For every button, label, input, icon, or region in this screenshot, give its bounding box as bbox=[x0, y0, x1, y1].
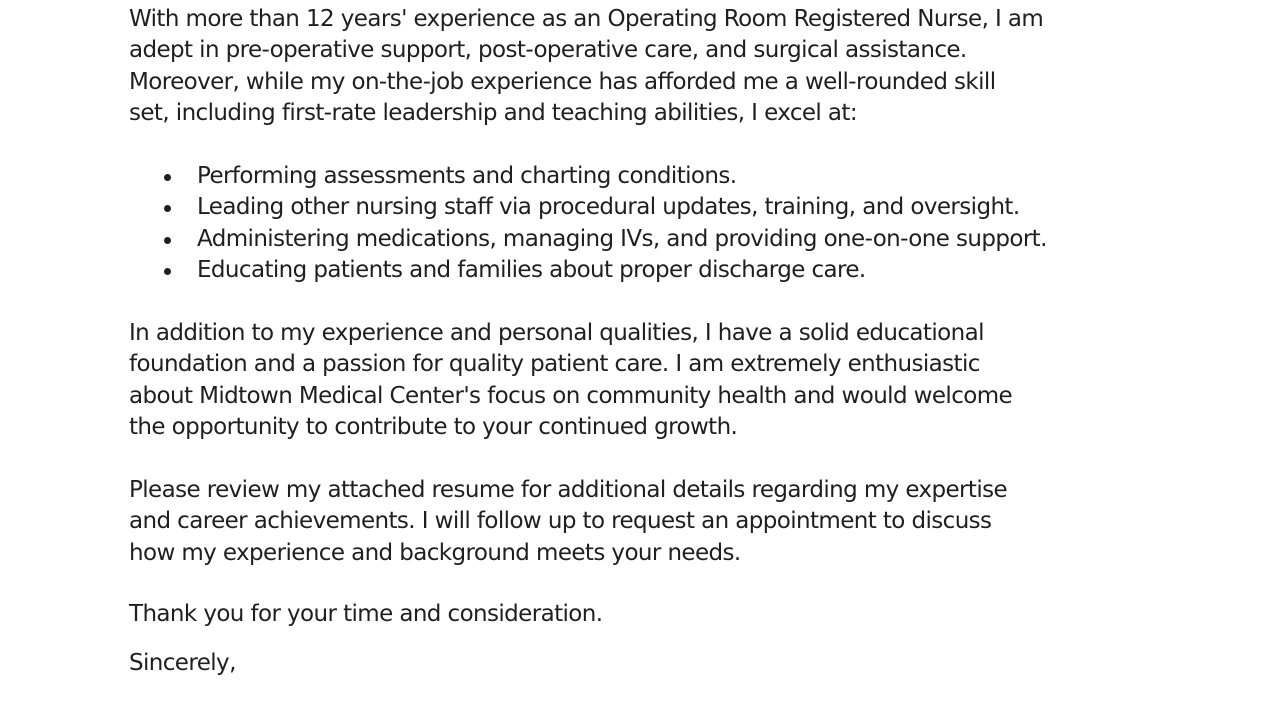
qualities-line: foundation and a passion for quality patient care. I am extremely enthusiastic bbox=[129, 351, 980, 378]
skills-list-item bbox=[129, 192, 1047, 223]
followup-line: Please review my attached resume for additional details regarding my expertise bbox=[129, 477, 1008, 503]
followup-line: and career achievements. I will follow up to request an appointment to discuss bbox=[129, 508, 992, 535]
skills-list-item-text: Performing assessments and charting conditions. bbox=[197, 163, 737, 189]
qualities-line: In addition to my experience and personal qualities, I have a solid educational bbox=[129, 320, 984, 346]
skills-list-item-text: Leading other nursing staff via procedural updates, training, and oversight. bbox=[197, 194, 1020, 221]
followup-line: how my experience and background meets your needs. bbox=[129, 539, 741, 566]
intro-paragraph bbox=[129, 4, 1043, 129]
thanks-paragraph: Thank you for your time and consideration. bbox=[129, 601, 603, 627]
skills-list bbox=[129, 161, 1047, 286]
skills-list-item-text: Educating patients and families about proper discharge care. bbox=[197, 256, 866, 283]
intro-line: With more than 12 years' experience as an Operating Room Registered Nurse, I am bbox=[129, 6, 1044, 32]
skills-list-item bbox=[129, 255, 1047, 286]
qualities-line: about Midtown Medical Center's focus on community health and would welcome bbox=[129, 382, 1013, 409]
skills-list-item bbox=[129, 224, 1047, 255]
followup-paragraph bbox=[129, 475, 1007, 569]
qualities-paragraph bbox=[129, 318, 1012, 443]
intro-line: set, including first-rate leadership and teaching abilities, I excel at: bbox=[129, 99, 857, 126]
intro-line: adept in pre-operative support, post-operative care, and surgical assistance. bbox=[129, 37, 967, 64]
closing-salutation: Sincerely, bbox=[129, 650, 236, 676]
skills-list-item-text: Administering medications, managing IVs, and providing one-on-one support. bbox=[197, 225, 1047, 252]
bullet-icon bbox=[164, 205, 171, 212]
bullet-icon bbox=[164, 268, 171, 275]
qualities-line: the opportunity to contribute to your continued growth. bbox=[129, 413, 738, 440]
intro-line: Moreover, while my on-the-job experience has afforded me a well-rounded skill bbox=[129, 68, 996, 95]
skills-list-item bbox=[129, 161, 1047, 192]
bullet-icon bbox=[164, 174, 171, 181]
bullet-icon bbox=[164, 237, 171, 244]
